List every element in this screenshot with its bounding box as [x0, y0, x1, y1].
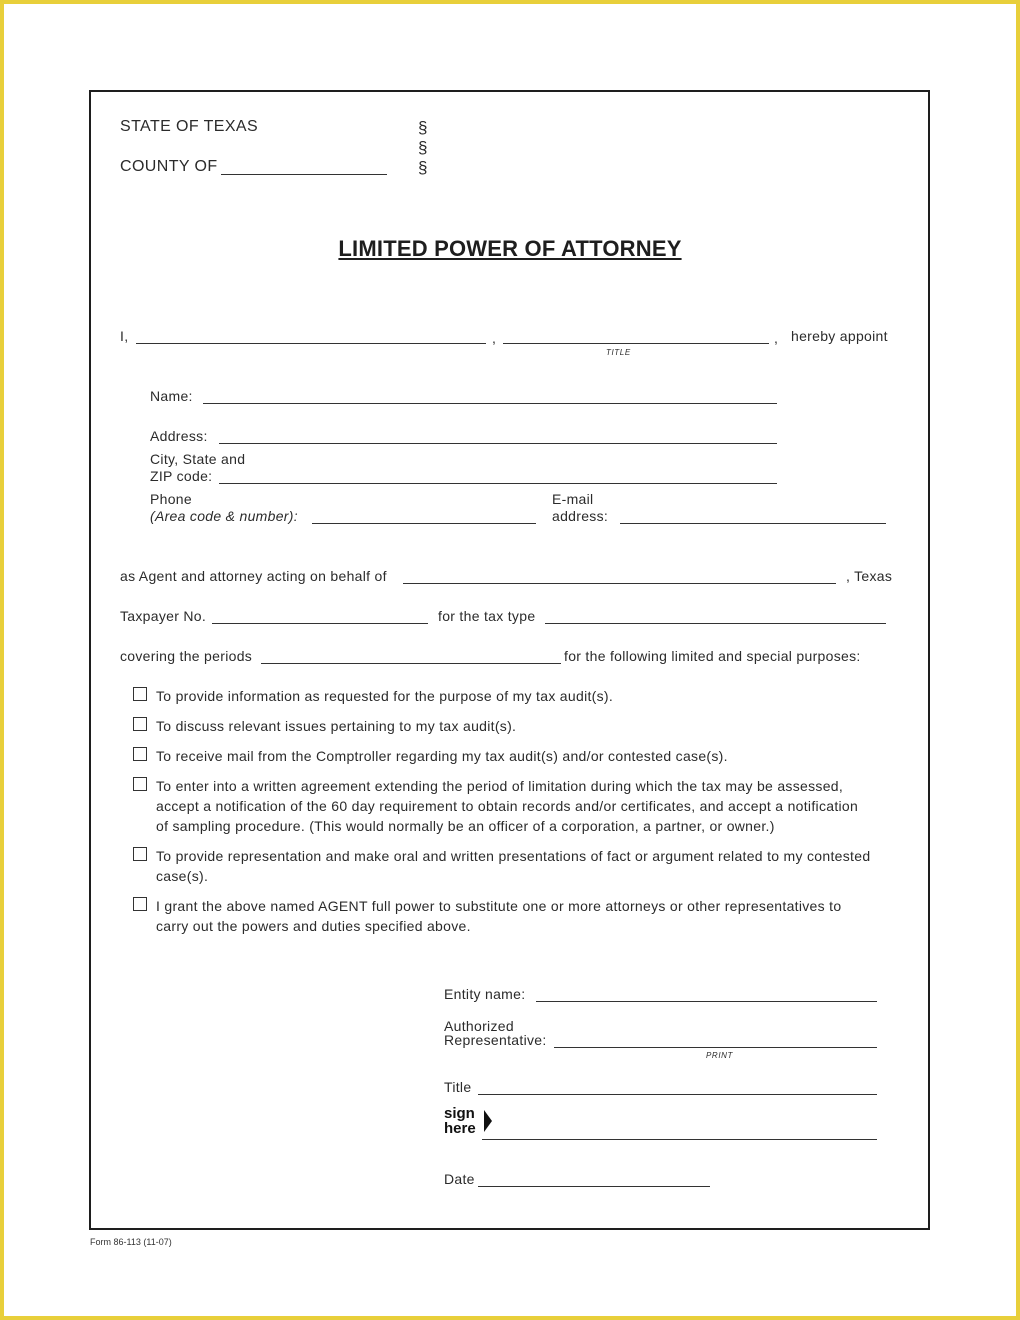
title-label: Title — [444, 1079, 472, 1095]
taxpayer-no-label: Taxpayer No. — [120, 608, 207, 624]
option-line: of sampling procedure. (This would normally be an officer of a corporation, a partner, or owner.) — [156, 818, 775, 834]
sign-here-icon — [444, 1104, 494, 1136]
city-label-line2: ZIP code: — [150, 468, 213, 484]
agent-name-field[interactable] — [203, 403, 777, 404]
section-symbol-2: § — [418, 138, 428, 157]
periods-label: covering the periods — [120, 648, 253, 664]
option-text — [156, 896, 841, 936]
as-agent-label: as Agent and attorney acting on behalf of — [120, 568, 387, 584]
sign-here-line2: here — [444, 1120, 476, 1136]
option-line: To provide information as requested for the purpose of my tax audit(s). — [156, 688, 614, 704]
comma-2: , — [774, 330, 779, 346]
taxpayer-name-field[interactable] — [403, 583, 836, 584]
taxpayer-no-field[interactable] — [212, 623, 428, 624]
option-line: I grant the above named AGENT full power to substitute one or more attorneys or other representatives to — [156, 898, 842, 914]
option-line: case(s). — [156, 868, 209, 884]
option-checkbox[interactable] — [133, 717, 147, 731]
option-text — [156, 686, 613, 706]
representative-title-field[interactable] — [478, 1094, 877, 1095]
signature-field[interactable] — [482, 1139, 877, 1140]
option-text — [156, 776, 858, 836]
agent-city-field[interactable] — [219, 483, 777, 484]
option-text — [156, 746, 728, 766]
entity-name-field[interactable] — [536, 1001, 877, 1002]
grantor-name-field[interactable] — [136, 343, 486, 344]
option-checkbox[interactable] — [133, 687, 147, 701]
phone-label: Phone — [150, 491, 192, 507]
name-label: Name: — [150, 388, 193, 404]
email-label-line2: address: — [552, 508, 609, 524]
option-checkbox[interactable] — [133, 747, 147, 761]
sign-here-line1: sign — [444, 1105, 475, 1122]
purposes-label: for the following limited and special purposes: — [564, 648, 861, 664]
i-label: I, — [120, 328, 129, 344]
email-label-line1: E-mail — [552, 491, 594, 507]
option-text — [156, 716, 516, 736]
tax-type-label: for the tax type — [438, 608, 536, 624]
option-checkbox[interactable] — [133, 897, 147, 911]
tax-type-field[interactable] — [545, 623, 886, 624]
title-caption: TITLE — [606, 348, 631, 357]
periods-field[interactable] — [261, 663, 561, 664]
document-title: LIMITED POWER OF ATTORNEY — [338, 236, 682, 261]
date-field[interactable] — [478, 1186, 710, 1187]
option-checkbox[interactable] — [133, 847, 147, 861]
county-field[interactable] — [221, 174, 387, 175]
representative-name-field[interactable] — [554, 1047, 877, 1048]
date-label: Date — [444, 1171, 475, 1187]
option-line: carry out the powers and duties specified above. — [156, 918, 471, 934]
agent-email-field[interactable] — [620, 523, 886, 524]
phone-sub-label: (Area code & number): — [150, 508, 298, 524]
option-line: To enter into a written agreement extending the period of limitation during which the tax may be assessed, — [156, 778, 844, 794]
sign-here-arrow — [484, 1110, 492, 1132]
option-line: To receive mail from the Comptroller regarding my tax audit(s) and/or contested case(s). — [156, 748, 728, 764]
agent-address-field[interactable] — [219, 443, 777, 444]
option-line: accept a notification of the 60 day requirement to obtain records and/or certificates, and accept a notification — [156, 798, 859, 814]
authorized-label-line1: Authorized — [444, 1018, 514, 1034]
hereby-appoint-label: hereby appoint — [791, 328, 888, 344]
grantor-title-field[interactable] — [503, 343, 769, 344]
entity-name-label: Entity name: — [444, 986, 526, 1002]
authorized-label-line2: Representative: — [444, 1032, 547, 1048]
texas-label: , Texas — [846, 568, 893, 584]
section-symbol-3: § — [418, 158, 428, 177]
option-line: To provide representation and make oral and written presentations of fact or argument related to my contested — [156, 848, 871, 864]
comma-1: , — [492, 330, 497, 346]
city-label-line1: City, State and — [150, 451, 246, 467]
county-label: COUNTY OF — [120, 158, 218, 175]
option-text — [156, 846, 870, 886]
form-number: Form 86-113 (11-07) — [90, 1237, 172, 1247]
agent-phone-field[interactable] — [312, 523, 536, 524]
state-label: STATE OF TEXAS — [120, 118, 259, 135]
option-line: To discuss relevant issues pertaining to my tax audit(s). — [156, 718, 517, 734]
address-label: Address: — [150, 428, 208, 444]
option-checkbox[interactable] — [133, 777, 147, 791]
print-caption: PRINT — [706, 1051, 733, 1060]
section-symbol-1: § — [418, 118, 428, 137]
